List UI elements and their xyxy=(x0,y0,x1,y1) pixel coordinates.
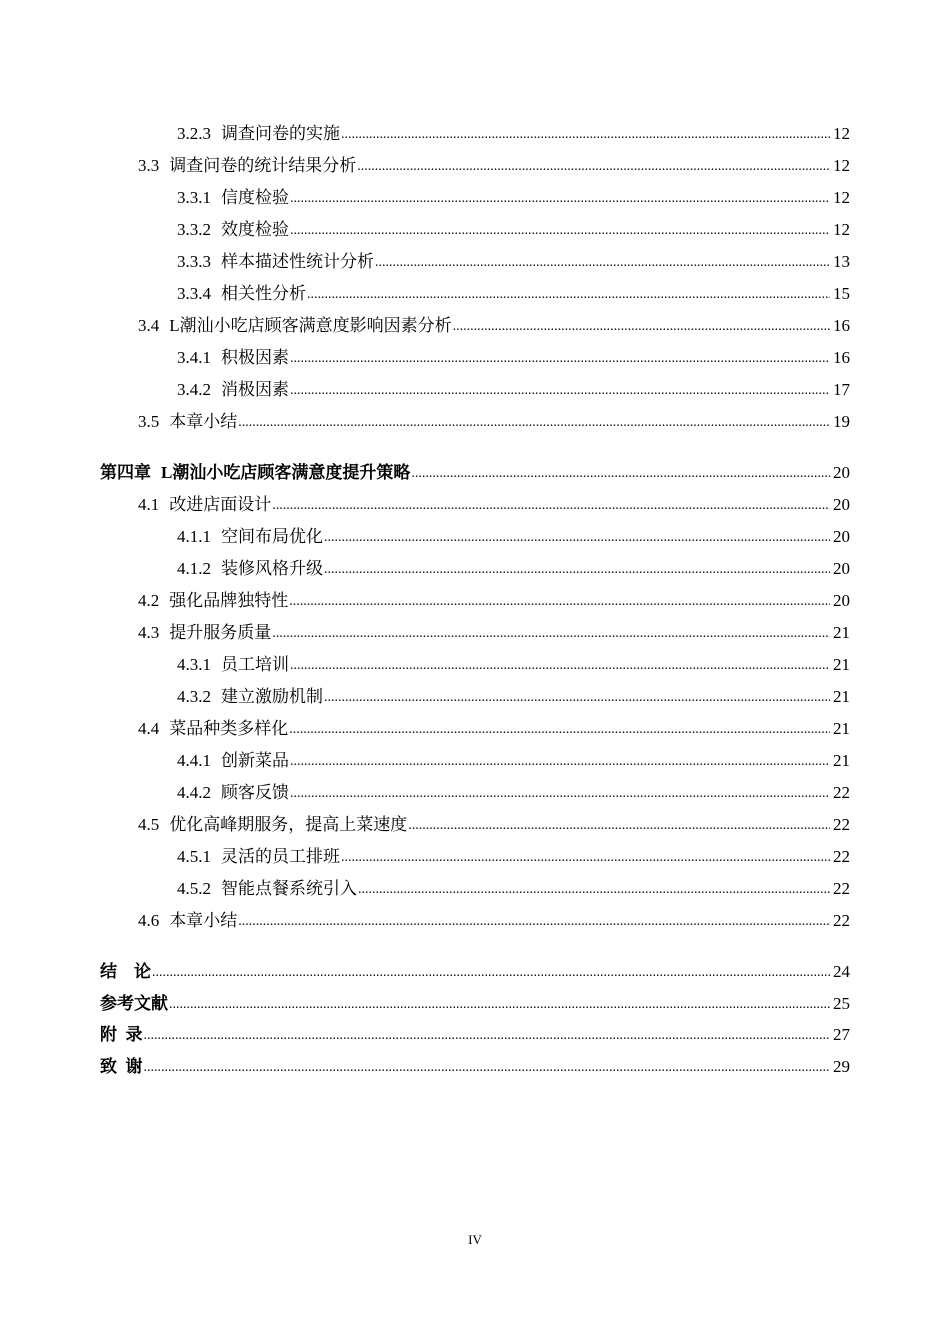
toc-entry-title: 改进店面设计 xyxy=(169,495,272,514)
dot-leader xyxy=(290,341,830,375)
toc-entry-4-4[interactable] xyxy=(100,713,850,745)
toc-entry-title: 装修风格升级 xyxy=(221,559,323,578)
toc-entry-title: 调查问卷的统计结果分析 xyxy=(169,156,357,175)
toc-entry-page: 20 xyxy=(833,495,850,514)
toc-entry-number: 3.5 xyxy=(138,412,160,431)
toc-entry-title: 信度检验 xyxy=(221,188,289,207)
toc-entry-page: 17 xyxy=(833,380,850,399)
dot-leader xyxy=(272,616,830,650)
toc-entry-number: 第四章 xyxy=(100,463,151,482)
dot-leader xyxy=(290,373,830,407)
toc-entry-number: 4.1 xyxy=(138,495,160,514)
toc-entry-title: 空间布局优化 xyxy=(221,527,323,546)
toc-entry-number: 4.5.1 xyxy=(177,847,211,866)
toc-entry-page: 20 xyxy=(833,559,850,578)
toc-entry-page: 24 xyxy=(833,962,850,981)
toc-entry-4-4-1[interactable] xyxy=(100,745,850,777)
dot-leader xyxy=(341,840,830,874)
toc-entry-4-3-1[interactable] xyxy=(100,649,850,681)
dot-leader xyxy=(307,277,830,311)
toc-entry-title: 灵活的员工排班 xyxy=(221,847,340,866)
toc-entry-page: 13 xyxy=(833,252,850,271)
toc-references[interactable] xyxy=(100,988,850,1020)
page-number-footer: IV xyxy=(468,1232,482,1247)
toc-entry-number: 3.3.2 xyxy=(177,220,211,239)
dot-leader xyxy=(290,648,830,682)
toc-entry-3-2-3[interactable] xyxy=(100,118,850,150)
toc-entry-title: 积极因素 xyxy=(221,348,289,367)
dot-leader xyxy=(169,987,830,1021)
toc-entry-page: 21 xyxy=(833,751,850,770)
toc-entry-page: 16 xyxy=(833,316,850,335)
toc-chapter-4[interactable] xyxy=(100,457,850,489)
toc-acknowledgements[interactable] xyxy=(100,1051,850,1083)
toc-entry-number: 4.5 xyxy=(138,815,160,834)
dot-leader xyxy=(358,872,830,906)
toc-entry-page: 16 xyxy=(833,348,850,367)
toc-entry-number: 4.3.1 xyxy=(177,655,211,674)
toc-conclusion[interactable] xyxy=(100,956,850,988)
dot-leader xyxy=(152,955,830,989)
toc-entry-number: 4.3.2 xyxy=(177,687,211,706)
toc-entry-number: 4.1.2 xyxy=(177,559,211,578)
toc-entry-title: 参考文献 xyxy=(100,993,168,1013)
toc-entry-page: 22 xyxy=(833,879,850,898)
toc-entry-number: 3.4 xyxy=(138,316,160,335)
toc-entry-title: 相关性分析 xyxy=(221,284,306,303)
toc-entry-title: 结 论 xyxy=(100,962,151,981)
toc-entry-4-1-1[interactable] xyxy=(100,521,850,553)
toc-entry-number: 4.2 xyxy=(138,591,160,610)
toc-entry-page: 25 xyxy=(833,993,850,1013)
toc-entry-number: 3.3.4 xyxy=(177,284,211,303)
toc-entry-page: 15 xyxy=(833,284,850,303)
toc-entry-4-5[interactable] xyxy=(100,809,850,841)
toc-entry-title: 创新菜品 xyxy=(221,751,289,770)
toc-entry-page: 12 xyxy=(833,188,850,207)
toc-entry-4-2[interactable] xyxy=(100,585,850,617)
dot-leader xyxy=(290,776,830,810)
toc-entry-title: L潮汕小吃店顾客满意度提升策略 xyxy=(161,463,411,482)
toc-entry-title: 本章小结 xyxy=(169,412,238,431)
toc-entry-3-5[interactable] xyxy=(100,406,850,438)
toc-entry-page: 19 xyxy=(833,412,850,431)
toc-entry-page: 12 xyxy=(833,156,850,175)
toc-entry-page: 29 xyxy=(833,1056,850,1076)
toc-entry-title: 菜品种类多样化 xyxy=(169,719,289,738)
dot-leader xyxy=(290,744,830,778)
toc-entry-title: 建立激励机制 xyxy=(221,687,323,706)
toc-entry-4-6[interactable] xyxy=(100,905,850,937)
dot-leader xyxy=(290,213,830,247)
toc-entry-title: 效度检验 xyxy=(221,220,289,239)
toc-entry-4-3-2[interactable] xyxy=(100,681,850,713)
toc-entry-number: 4.4.2 xyxy=(177,783,211,802)
toc-entry-page: 20 xyxy=(833,591,850,610)
dot-leader xyxy=(408,808,830,842)
toc-entry-number: 3.2.3 xyxy=(177,124,211,143)
toc-entry-title: 样本描述性统计分析 xyxy=(221,252,374,271)
toc-entry-page: 21 xyxy=(833,655,850,674)
dot-leader xyxy=(238,405,830,439)
toc-entry-page: 21 xyxy=(833,623,850,642)
toc-entry-title: 提升服务质量 xyxy=(169,623,272,642)
dot-leader xyxy=(324,520,830,554)
toc-entry-3-4[interactable] xyxy=(100,310,850,342)
dot-leader xyxy=(144,1050,831,1084)
toc-entry-4-1-2[interactable] xyxy=(100,553,850,585)
toc-entry-page: 21 xyxy=(833,687,850,706)
toc-entry-3-3[interactable] xyxy=(100,150,850,182)
toc-entry-page: 27 xyxy=(833,1025,850,1044)
toc-entry-4-3[interactable] xyxy=(100,617,850,649)
toc-entry-3-4-1[interactable] xyxy=(100,342,850,374)
toc-entry-page: 22 xyxy=(833,815,850,834)
toc-entry-page: 22 xyxy=(833,847,850,866)
toc-entry-number: 3.3.1 xyxy=(177,188,211,207)
dot-leader xyxy=(357,149,830,183)
dot-leader xyxy=(238,904,830,938)
toc-entry-page: 22 xyxy=(833,911,850,930)
dot-leader xyxy=(324,552,830,586)
toc-entry-title: 附 录 xyxy=(100,1025,143,1044)
toc-entry-number: 3.4.2 xyxy=(177,380,211,399)
toc-entry-title: 优化高峰期服务，提高上菜速度 xyxy=(169,815,408,834)
toc-entry-3-3-2[interactable] xyxy=(100,214,850,246)
dot-leader xyxy=(289,712,830,746)
toc-entry-number: 4.4.1 xyxy=(177,751,211,770)
toc-entry-number: 3.3 xyxy=(138,156,160,175)
toc-entry-4-4-2[interactable] xyxy=(100,777,850,809)
toc-entry-number: 4.4 xyxy=(138,719,160,738)
toc-entry-3-4-2[interactable] xyxy=(100,374,850,406)
toc-entry-page: 21 xyxy=(833,719,850,738)
toc-entry-number: 4.6 xyxy=(138,911,160,930)
toc-entry-title: 强化品牌独特性 xyxy=(169,591,289,610)
toc-entry-3-3-1[interactable] xyxy=(100,182,850,214)
toc-appendix[interactable] xyxy=(100,1019,850,1051)
toc-entry-title: 调查问卷的实施 xyxy=(221,124,340,143)
toc-entry-number: 4.3 xyxy=(138,623,160,642)
dot-leader xyxy=(341,117,830,151)
dot-leader xyxy=(324,680,830,714)
dot-leader xyxy=(144,1018,831,1052)
toc-entry-number: 4.1.1 xyxy=(177,527,211,546)
toc-entry-3-3-4[interactable] xyxy=(100,278,850,310)
toc-entry-number: 3.3.3 xyxy=(177,252,211,271)
dot-leader xyxy=(289,584,830,618)
toc-entry-number: 4.5.2 xyxy=(177,879,211,898)
toc-entry-page: 20 xyxy=(833,463,850,482)
dot-leader xyxy=(411,456,830,490)
toc-entry-4-5-2[interactable] xyxy=(100,873,850,905)
toc-entry-title: 顾客反馈 xyxy=(221,783,289,802)
table-of-contents xyxy=(100,118,850,1082)
dot-leader xyxy=(290,181,830,215)
toc-entry-page: 22 xyxy=(833,783,850,802)
toc-entry-title: 本章小结 xyxy=(169,911,238,930)
toc-entry-title: 员工培训 xyxy=(221,655,289,674)
toc-entry-title: 消极因素 xyxy=(221,380,289,399)
toc-entry-3-3-3[interactable] xyxy=(100,246,850,278)
toc-entry-title: 智能点餐系统引入 xyxy=(221,879,357,898)
toc-entry-number: 3.4.1 xyxy=(177,348,211,367)
toc-entry-title: 致 谢 xyxy=(100,1056,143,1076)
toc-entry-page: 20 xyxy=(833,527,850,546)
toc-entry-4-1[interactable] xyxy=(100,489,850,521)
toc-entry-page: 12 xyxy=(833,124,850,143)
dot-leader xyxy=(453,309,830,343)
dot-leader xyxy=(375,245,830,279)
toc-entry-page: 12 xyxy=(833,220,850,239)
toc-entry-title: L潮汕小吃店顾客满意度影响因素分析 xyxy=(169,316,452,335)
dot-leader xyxy=(272,488,830,522)
toc-entry-4-5-1[interactable] xyxy=(100,841,850,873)
